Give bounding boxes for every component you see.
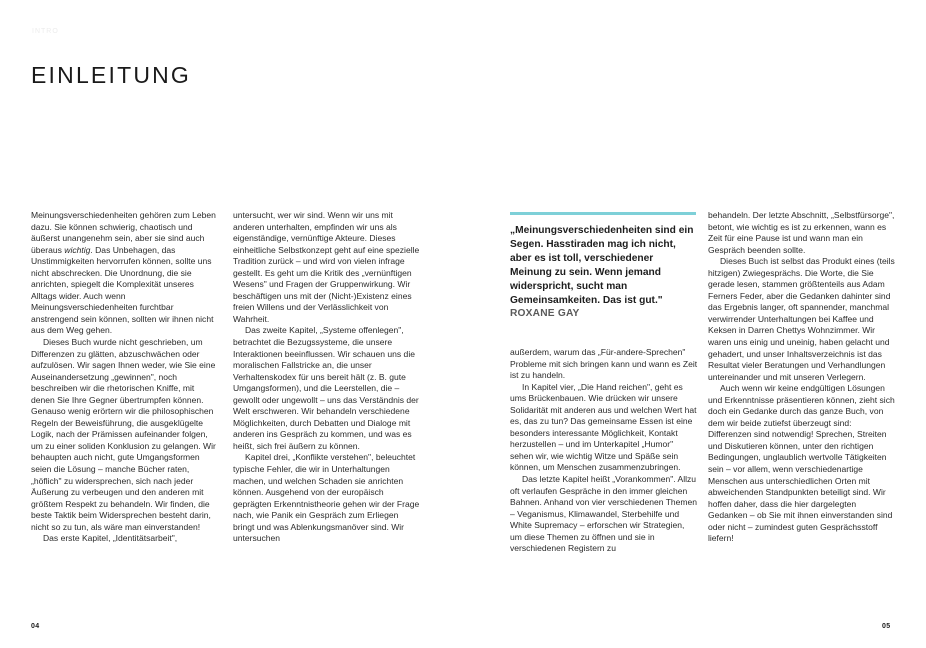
chapter-title: EINLEITUNG xyxy=(31,62,192,88)
text-column-4 xyxy=(708,210,896,545)
paragraph: Kapitel drei, „Konflikte verstehen", beleuchtet typische Fehler, die wir in Unterhaltungen machen, und welchen Schaden sie anrichten können. Ausgehend von der europäisch geprägten Erkenntnistheorie gehen wir der Frage nach, wie Panik ein Gespräch zum Erliegen bringt und was Ablenkungsmanöver sind. Wir untersuchen xyxy=(233,452,420,544)
page-number-left: 04 xyxy=(31,623,40,630)
text-span: . Das Unbehagen, das Unstimmigkeiten hervorrufen können, sollte uns nicht abschrecken. Die Unordnung, die sie anrichten, spiegelt die Komplexität unseres Alltags wider. Auch wenn Meinungsverschiedenheiten furchtbar anstrengend sein können, sollten wir ihnen nicht aus dem Weg gehen. xyxy=(31,244,214,336)
paragraph: untersucht, wer wir sind. Wenn wir uns mit anderen unterhalten, empfinden wir uns als eigenständige, vernünftige Akteure. Dieses einheitliche Selbstkonzept geht auf eine spezielle Tradition zurück – und wird von vielen infrage gestellt. Es geht um die Kritik des „vernünftigen Wesens" und Fragen der Gruppenwirkung. Wir beschäftigen uns mit der (Nicht-)Existenz eines freien Willens und der Verlässlichkeit von Wahrheit. xyxy=(233,210,420,324)
paragraph: Das letzte Kapitel heißt „Vorankommen". Allzu oft verlaufen Gespräche in den immer gleichen Bahnen. Anhand von vier verschiedenen Themen – Veganismus, Klimawandel, Sterbehilfe und White Supremacy – erforschen wir Strategien, um diese Themen zu öffnen und sie in verschiedenen Registern zu xyxy=(510,474,698,554)
text-span: Meinungsverschiedenheiten gehören zum Leben dazu. Sie können schwierig, chaotisch und äußerst unangenehm sein, aber sie sind auch überaus xyxy=(31,210,216,255)
text-column-2 xyxy=(233,210,421,545)
paragraph: außerdem, warum das „Für-andere-Sprechen" Probleme mit sich bringen kann und wann es Zeit ist zu handeln. xyxy=(510,347,698,381)
emphasis: wichtig xyxy=(64,244,91,255)
text-column-1 xyxy=(31,210,219,545)
page-number-right: 05 xyxy=(882,623,891,630)
paragraph: Das erste Kapitel, „Identitätsarbeit", xyxy=(43,533,178,544)
paragraph: Das zweite Kapitel, „Systeme offenlegen", betrachtet die Bezugssysteme, die unsere Interaktionen beeinflussen. Wir schauen uns die moralischen Fallstricke an, die unser Verhaltenskodex für uns bereit hält (z. B. gute Umgangsformen), und die Leerstellen, die – gewollt oder ungewollt – uns das Verständnis der Welt erschweren. Wir behandeln verschiedene Möglichkeiten, durch Debatten und Dialoge mit anderen ins Gespräch zu kommen, und was es heißt, sich frei äußern zu können. xyxy=(233,325,419,451)
pull-quote-author: ROXANE GAY xyxy=(510,308,580,320)
text-column-3 xyxy=(510,347,698,555)
pull-quote xyxy=(510,212,696,321)
paragraph xyxy=(31,210,219,337)
paragraph: In Kapitel vier, „Die Hand reichen", geht es ums Brückenbauen. Wie drücken wir unsere Solidarität mit anderen aus und welchen Wert hat es, das zu tun? Das gemeinsame Essen ist eine besonders interessante Möglichkeit, Kontakt herzustellen – und im Unterkapitel „Humor" sehen wir, wie wichtig Witze und Späße sein können, um Menschen zusammenzubringen. xyxy=(510,381,697,473)
paragraph: Dieses Buch ist selbst das Produkt eines (teils hitzigen) Zwiegesprächs. Die Worte, die Sie gerade lesen, stammen größtenteils aus Adam Ferners Feder, aber die Gedanken dahinter sind das Ergebnis langer, oft spannender, manchmal verwirrender Unterhaltungen bei Kaffee und Keksen in Darren Chettys Wohnzimmer. Wir waren uns einig und uneinig, haben gelacht und gehadert, und unser Inhaltsverzeichnis ist das Resultat vieler Beratungen und Verhandlungen untereinander und mit unseren Verlegern. xyxy=(708,256,895,382)
paragraph: Dieses Buch wurde nicht geschrieben, um Differenzen zu glätten, abzuschwächen oder aufzulösen. Wir sagen Ihnen weder, wie Sie eine Auseinandersetzung „gewinnen", noch beschreiben wir die rhetorischen Kniffe, mit denen Sie Ihre Gegner übertrumpfen können. Genauso wenig erörtern wir die philosophischen Regeln der Beweisführung, die ausgeklügelte Logik, nach der Prämissen aufeinander folgen, um zu einer soliden Konklusion zu gelangen. Wir behaupten auch nicht, gute Umgangsformen seien die Lösung – manche Bücher raten, „höflich" zu widersprechen, sich nach jeder Äußerung zu verbeugen und den anderen mit größtem Respekt zu behandeln. Wir finden, die beste Taktik beim Widersprechen besteht darin, nicht so zu tun, als wäre man einverstanden! xyxy=(31,337,216,532)
paragraph: behandeln. Der letzte Abschnitt, „Selbstfürsorge", betont, wie wichtig es ist zu erkennen, wann es Zeit für eine Pause ist und wann man ein Gespräch beenden sollte. xyxy=(708,210,895,255)
running-header: INTRO xyxy=(32,28,59,35)
pull-quote-text: „Meinungsverschiedenheiten sind ein Segen. Hasstiraden mag ich nicht, aber es ist toll, verschiedener Meinung zu sein. Wenn jemand widerspricht, sucht man Gemeinsamkeiten. Das ist gut." xyxy=(510,225,694,306)
paragraph: Auch wenn wir keine endgültigen Lösungen und Erkenntnisse präsentieren können, zieht sich doch ein Gedanke durch das ganze Buch, von dem wir beide zutiefst überzeugt sind: Differenzen sind notwendig! Sprechen, Streiten und Diskutieren können, unter den richtigen Bedingungen, unglaublich wertvolle Tätigkeiten sein – vor allem, wenn verschiedenartige Menschen aus unterschiedlichen Orten mit abweichenden Standpunkten beteiligt sind. Wir hoffen daher, dass die hier dargelegten Gedanken – ob Sie mit ihnen einverstanden sind oder nicht – zumindest guten Gesprächsstoff liefern! xyxy=(708,383,895,544)
